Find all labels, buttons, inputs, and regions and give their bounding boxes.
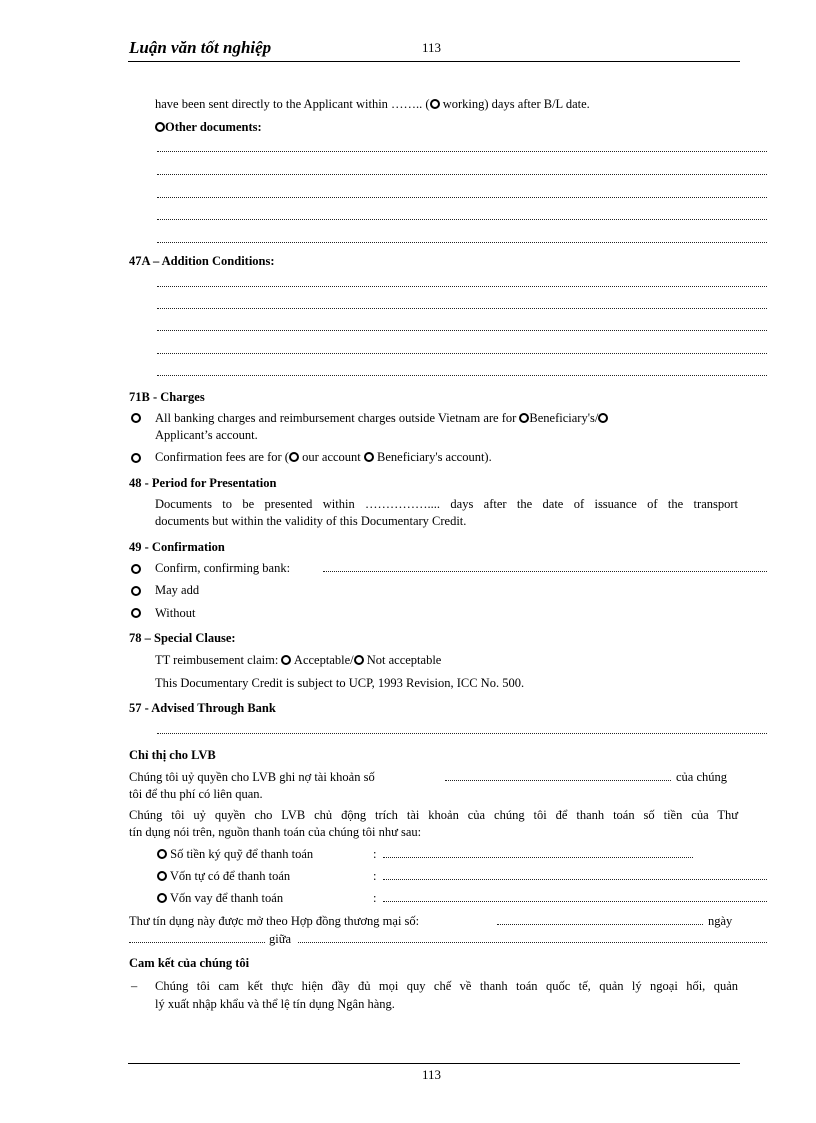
option-ring-icon[interactable] xyxy=(157,849,167,859)
option-ring-icon[interactable] xyxy=(157,871,167,881)
charges-item-1-cont: Applicant’s account. xyxy=(155,428,258,442)
option-ring-icon[interactable] xyxy=(354,655,364,665)
option-ring-icon[interactable] xyxy=(289,452,299,462)
contract-number-fill-line[interactable] xyxy=(497,924,703,925)
footer-page-number: 113 xyxy=(422,1067,442,1082)
charges-item-2: Confirmation fees are for ( our account Beneficiary's account). xyxy=(155,450,492,464)
confirm-option-may-add: May add xyxy=(155,583,200,597)
commitment-dash: – xyxy=(131,979,138,993)
confirming-bank-fill-line[interactable] xyxy=(323,571,767,572)
parties-fill-line[interactable] xyxy=(298,942,767,943)
option-ring-icon[interactable] xyxy=(519,413,529,423)
contract-line: Thư tín dụng này được mở theo Hợp đồng thương mại số: xyxy=(129,914,420,928)
fill-in-line[interactable] xyxy=(157,375,767,376)
lvb-debit-line-1-end: của chúng xyxy=(676,770,728,784)
lvb-debit-line-2: tôi để thu phí có liên quan. xyxy=(129,787,263,801)
confirm-option-bullet[interactable] xyxy=(131,584,141,599)
confirm-option-bullet[interactable] xyxy=(131,606,141,621)
option-ring-icon[interactable] xyxy=(131,586,141,596)
fill-in-line[interactable] xyxy=(157,219,767,220)
option-ring-icon[interactable] xyxy=(155,122,165,132)
tt-reimbursement-line: TT reimbusement claim: Acceptable/ Not acceptable xyxy=(155,653,442,667)
loan-fill-line[interactable] xyxy=(383,901,767,902)
funding-source-deposit: Số tiền ký quỹ để thanh toán xyxy=(157,846,313,862)
commitment-line-1: Chúng tôi cam kết thực hiện đầy đủ mọi quy chế về thanh toán quốc tế, quản lý ngoại hối, quản xyxy=(155,979,738,993)
confirm-option-bullet[interactable] xyxy=(131,562,141,577)
fill-in-line[interactable] xyxy=(157,353,767,354)
fill-in-line[interactable] xyxy=(157,197,767,198)
presentation-period-line-2: documents but within the validity of this Documentary Credit. xyxy=(155,514,467,528)
documents-delivery-line: have been sent directly to the Applicant within …….. ( working) days after B/L date. xyxy=(155,97,590,111)
section-71b-heading: 71B - Charges xyxy=(129,390,205,404)
fill-in-line[interactable] xyxy=(157,174,767,175)
funding-colon: : xyxy=(373,891,377,905)
option-ring-icon[interactable] xyxy=(281,655,291,665)
fill-in-line[interactable] xyxy=(157,151,767,152)
charges-item-bullet xyxy=(131,451,141,466)
section-48-heading: 48 - Period for Presentation xyxy=(129,476,277,490)
option-ring-icon[interactable] xyxy=(430,99,440,109)
other-documents-label: Other documents: xyxy=(155,119,262,135)
option-ring-icon[interactable] xyxy=(157,893,167,903)
bullet-ring-icon xyxy=(131,413,141,423)
header-title: Luận văn tốt nghiệp xyxy=(129,38,272,57)
lvb-authorize-line-2: tín dụng nói trên, nguồn thanh toán của chúng tôi như sau: xyxy=(129,825,422,839)
own-capital-fill-line[interactable] xyxy=(383,879,767,880)
footer-rule xyxy=(128,1063,740,1064)
section-57-heading: 57 - Advised Through Bank xyxy=(129,701,276,715)
fill-in-line[interactable] xyxy=(157,242,767,243)
contract-date-fill-line[interactable] xyxy=(129,942,265,943)
funding-source-loan: Vốn vay để thanh toán xyxy=(157,890,283,906)
between-label: giữa xyxy=(269,932,292,946)
confirm-option-confirm: Confirm, confirming bank: xyxy=(155,561,291,575)
advising-bank-fill-line[interactable] xyxy=(157,733,767,734)
funding-colon: : xyxy=(373,869,377,883)
lvb-debit-line-1: Chúng tôi uỷ quyền cho LVB ghi nợ tài khoản số xyxy=(129,770,375,784)
section-47a-heading: 47A – Addition Conditions: xyxy=(129,254,275,268)
section-49-heading: 49 - Confirmation xyxy=(129,540,225,554)
funding-source-own-capital: Vốn tự có để thanh toán xyxy=(157,868,290,884)
account-number-fill-line[interactable] xyxy=(445,780,671,781)
header-page-number: 113 xyxy=(422,40,442,55)
option-ring-icon[interactable] xyxy=(364,452,374,462)
commitment-heading: Cam kết của chúng tôi xyxy=(129,956,250,970)
charges-item-bullet xyxy=(131,411,141,426)
option-ring-icon[interactable] xyxy=(131,608,141,618)
confirm-option-without: Without xyxy=(155,606,196,620)
deposit-fill-line[interactable] xyxy=(383,857,693,858)
fill-in-line[interactable] xyxy=(157,330,767,331)
commitment-line-2: lý xuất nhập khẩu và thể lệ tín dụng Ngân hàng. xyxy=(155,997,395,1011)
option-ring-icon[interactable] xyxy=(598,413,608,423)
ucp-statement: This Documentary Credit is subject to UCP, 1993 Revision, ICC No. 500. xyxy=(155,676,525,690)
lvb-authorize-line-1: Chúng tôi uỷ quyền cho LVB chủ động trích tài khoản của chúng tôi để thanh toán số tiền của Thư xyxy=(129,808,738,822)
bullet-ring-icon xyxy=(131,453,141,463)
contract-date-label: ngày xyxy=(708,914,733,928)
lvb-instructions-heading: Chỉ thị cho LVB xyxy=(129,748,216,762)
fill-in-line[interactable] xyxy=(157,308,767,309)
funding-colon: : xyxy=(373,847,377,861)
charges-item-1: All banking charges and reimbursement charges outside Vietnam are for Beneficiary's/ xyxy=(155,410,608,426)
header-rule xyxy=(128,61,740,62)
section-78-heading: 78 – Special Clause: xyxy=(129,631,236,645)
option-ring-icon[interactable] xyxy=(131,564,141,574)
presentation-period-line-1: Documents to be presented within …………….... days after the date of issuance of the transport xyxy=(155,497,738,511)
fill-in-line[interactable] xyxy=(157,286,767,287)
